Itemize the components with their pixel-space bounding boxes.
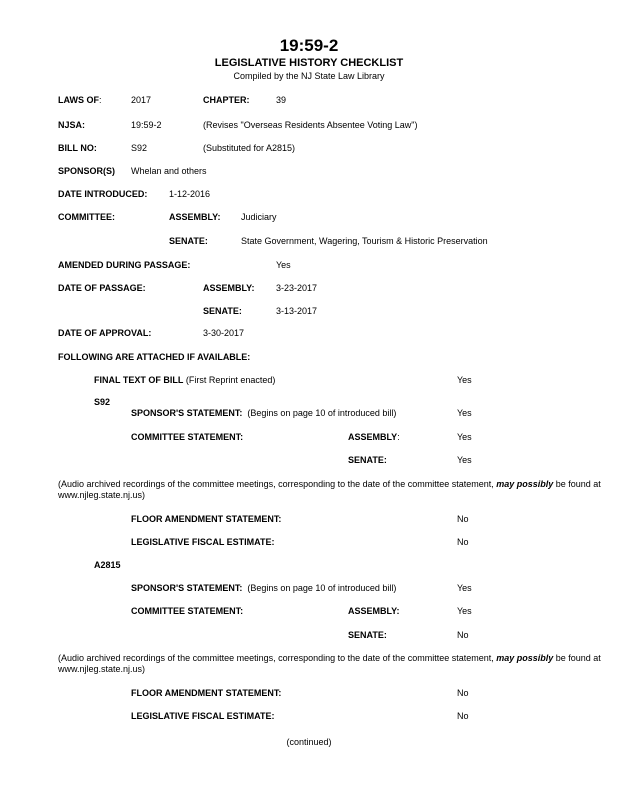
bill-no-label: BILL NO:	[58, 143, 97, 153]
committee-assembly-label: ASSEMBLY:	[169, 212, 221, 222]
a2815-sponsor-statement-value: Yes	[457, 583, 472, 593]
a2815-floor-amendment-value: No	[457, 688, 469, 698]
s92-senate-label: SENATE:	[348, 455, 387, 465]
bill-heading-a2815: A2815	[94, 560, 121, 570]
bill-no-value: S92	[131, 143, 148, 153]
a2815-senate-value: No	[457, 630, 469, 640]
njsa-value: 19:59-2	[131, 120, 162, 130]
committee-senate-value: State Government, Wagering, Tourism & Historic Preservation	[241, 236, 488, 246]
s92-committee-statement-label: COMMITTEE STATEMENT:	[131, 432, 244, 442]
passage-label: DATE OF PASSAGE:	[58, 283, 146, 293]
compiled-by: Compiled by the NJ State Law Library	[233, 71, 385, 81]
s92-floor-amendment-label: FLOOR AMENDMENT STATEMENT:	[131, 514, 282, 524]
s92-assembly-label: ASSEMBLY:	[348, 432, 400, 442]
s92-sponsor-statement-value: Yes	[457, 408, 472, 418]
page-title: LEGISLATIVE HISTORY CHECKLIST	[214, 57, 404, 69]
njsa-label: NJSA:	[58, 120, 86, 130]
attached-heading: FOLLOWING ARE ATTACHED IF AVAILABLE:	[58, 352, 251, 362]
final-text-label: FINAL TEXT OF BILL (First Reprint enacted)	[94, 375, 276, 385]
amended-label: AMENDED DURING PASSAGE:	[58, 260, 191, 270]
bill-no-note: (Substituted for A2815)	[203, 143, 296, 153]
committee-senate-label: SENATE:	[169, 236, 208, 246]
date-introduced-label: DATE INTRODUCED:	[58, 189, 148, 199]
a2815-committee-statement-label: COMMITTEE STATEMENT:	[131, 606, 244, 616]
passage-senate-value: 3-13-2017	[276, 306, 318, 316]
s92-fiscal-estimate-value: No	[457, 537, 469, 547]
a2815-sponsor-statement-label: SPONSOR'S STATEMENT: (Begins on page 10 of introduced bill)	[131, 583, 397, 593]
sponsors-label: SPONSOR(S)	[58, 166, 116, 176]
bill-heading-s92: S92	[94, 397, 111, 407]
s92-senate-value: Yes	[457, 455, 472, 465]
a2815-assembly-value: Yes	[457, 606, 472, 616]
a2815-fiscal-estimate-value: No	[457, 711, 469, 721]
final-text-value: Yes	[457, 375, 472, 385]
statute-number: 19:59-2	[279, 36, 339, 55]
laws-of-label: LAWS OF:	[58, 95, 102, 105]
a2815-assembly-label: ASSEMBLY:	[348, 606, 400, 616]
s92-assembly-value: Yes	[457, 432, 472, 442]
s92-sponsor-statement-label: SPONSOR'S STATEMENT: (Begins on page 10 of introduced bill)	[131, 408, 397, 418]
a2815-fiscal-estimate-label: LEGISLATIVE FISCAL ESTIMATE:	[131, 711, 275, 721]
passage-senate-label: SENATE:	[203, 306, 242, 316]
chapter-value: 39	[276, 95, 287, 105]
continued-note: (continued)	[286, 737, 332, 747]
a2815-audio-note: (Audio archived recordings of the committee meetings, corresponding to the date of the committee statement, may possibly be found at www.njleg.state.nj.us)	[58, 653, 601, 674]
date-introduced-value: 1-12-2016	[169, 189, 211, 199]
sponsors-value: Whelan and others	[131, 166, 207, 176]
s92-audio-note: (Audio archived recordings of the committee meetings, corresponding to the date of the committee statement, may possibly be found at www.njleg.state.nj.us)	[58, 479, 601, 500]
laws-of-value: 2017	[131, 95, 152, 105]
approval-label: DATE OF APPROVAL:	[58, 328, 152, 338]
njsa-note: (Revises "Overseas Residents Absentee Voting Law")	[203, 120, 418, 130]
a2815-senate-label: SENATE:	[348, 630, 387, 640]
passage-assembly-label: ASSEMBLY:	[203, 283, 255, 293]
committee-label: COMMITTEE:	[58, 212, 115, 222]
approval-value: 3-30-2017	[203, 328, 245, 338]
amended-value: Yes	[276, 260, 291, 270]
a2815-floor-amendment-label: FLOOR AMENDMENT STATEMENT:	[131, 688, 282, 698]
committee-assembly-value: Judiciary	[241, 212, 277, 222]
s92-fiscal-estimate-label: LEGISLATIVE FISCAL ESTIMATE:	[131, 537, 275, 547]
passage-assembly-value: 3-23-2017	[276, 283, 318, 293]
s92-floor-amendment-value: No	[457, 514, 469, 524]
chapter-label: CHAPTER:	[203, 95, 250, 105]
